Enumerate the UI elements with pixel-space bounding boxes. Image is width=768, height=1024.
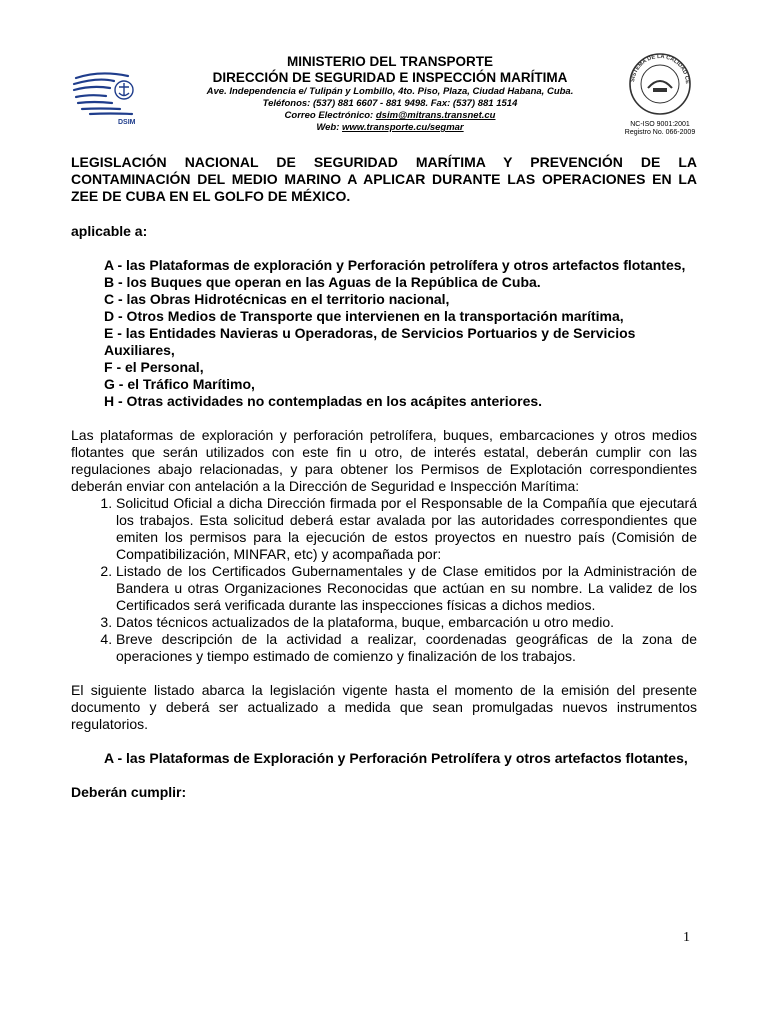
- applies-to-list: [104, 257, 697, 410]
- web-line: [160, 122, 620, 134]
- web-link[interactable]: www.transporte.cu/segmar: [342, 122, 464, 133]
- list-item: A - las Plataformas de exploración y Perforación petrolífera y otros artefactos flotantes,: [104, 257, 686, 273]
- address-line: Ave. Independencia e/ Tulipán y Lombillo, 4to. Piso, Plaza, Ciudad Habana, Cuba.: [206, 86, 574, 97]
- intro-paragraph: Las plataformas de exploración y perforación petrolífera, buques, embarcaciones y otros medios flotantes que serán utilizados con este fin u otro, de interés estatal, deberán cumplir con las regulaciones abajo relacionadas, y para obtener los Permisos de Explotación correspondientes deberán enviar con antelación a la Dirección de Seguridad e Inspección Marítima:: [71, 427, 697, 494]
- seal-icon: [620, 52, 700, 116]
- list-item: E - las Entidades Navieras u Operadoras, de Servicios Portuarios y de Servicios Auxiliares,: [104, 325, 636, 358]
- legislation-paragraph: El siguiente listado abarca la legislación vigente hasta el momento de la emisión del presente documento y deberá ser actualizado a medida que sean promulgadas nuevos instrumentos regulatorios.: [71, 682, 697, 732]
- list-item: C - las Obras Hidrotécnicas en el territorio nacional,: [104, 291, 450, 307]
- quality-certification-seal: [620, 52, 700, 134]
- page-number: 1: [683, 930, 690, 945]
- requirement-item: 4. Breve descripción de la actividad a realizar, coordenadas geográficas de la zona de operaciones y tiempo estimado de comienzo y finalización de los trabajos.: [116, 631, 697, 665]
- requirement-item: 3. Datos técnicos actualizados de la plataforma, buque, embarcación u otro medio.: [116, 614, 697, 631]
- list-item: G - el Tráfico Marítimo,: [104, 376, 255, 392]
- document-body: [71, 154, 697, 801]
- seal-text: SISTEMA DE LA CALIDAD CE: [630, 53, 691, 85]
- requirements-list: [71, 495, 697, 665]
- email-link[interactable]: dsim@mitrans.transnet.cu: [375, 110, 496, 121]
- list-item: F - el Personal,: [104, 359, 204, 375]
- document-title: LEGISLACIÓN NACIONAL DE SEGURIDAD MARÍTIMA Y PREVENCIÓN DE LA CONTAMINACIÓN DEL MEDIO MARINO A APLICAR DURANTE LAS OPERACIONES EN LA ZEE DE CUBA EN EL GOLFO DE MÉXICO.: [71, 154, 697, 204]
- applicable-label: aplicable a:: [71, 223, 148, 239]
- list-item: H - Otras actividades no contempladas en los acápites anteriores.: [104, 393, 543, 409]
- dsim-logo: [70, 68, 152, 126]
- list-item: D - Otros Medios de Transporte que intervienen en la transportación marítima,: [104, 308, 624, 324]
- phones-line: Teléfonos: (537) 881 6607 - 881 9498. Fax: (537) 881 1514: [262, 98, 518, 109]
- cert-standard: NC-ISO 9001:2001: [630, 121, 690, 128]
- email-label: Correo Electrónico:: [284, 110, 376, 121]
- list-item: B - los Buques que operan en las Aguas de la República de Cuba.: [104, 274, 541, 290]
- ministry-title: MINISTERIO DEL TRANSPORTE: [286, 54, 493, 69]
- section-a-heading: A - las Plataformas de Exploración y Perforación Petrolífera y otros artefactos flotantes,: [104, 750, 688, 766]
- web-label: Web:: [316, 122, 343, 133]
- cert-registration: Registro No. 066-2009: [624, 129, 696, 136]
- letterhead: [160, 54, 620, 134]
- requirement-item: 1. Solicitud Oficial a dicha Dirección firmada por el Responsable de la Compañía que ejecutará los trabajos. Esta solicitud deberá estar avalada por las autoridades correspondientes que emiten los permisos para la ejecución de estos proyectos en nuestro país (Comisión de Compatibilización, MINFAR, etc) y acompañada por:: [116, 495, 697, 563]
- email-line: [160, 110, 620, 122]
- dsim-logo-text: DSIM: [118, 119, 136, 126]
- svg-text:SISTEMA DE LA CALIDAD CERTIFIC: [620, 52, 690, 84]
- requirement-item: 2. Listado de los Certificados Gubernamentales y de Clase emitidos por la Administración de Bandera u otras Organizaciones Reconocidas que actúan en su nombre. La validez de los Certificados será verificada durante las inspecciones físicas a dichos medios.: [116, 563, 697, 614]
- directorate-title: DIRECCIÓN DE SEGURIDAD E INSPECCIÓN MARÍTIMA: [212, 70, 568, 85]
- must-comply-heading: Deberán cumplir:: [71, 784, 187, 800]
